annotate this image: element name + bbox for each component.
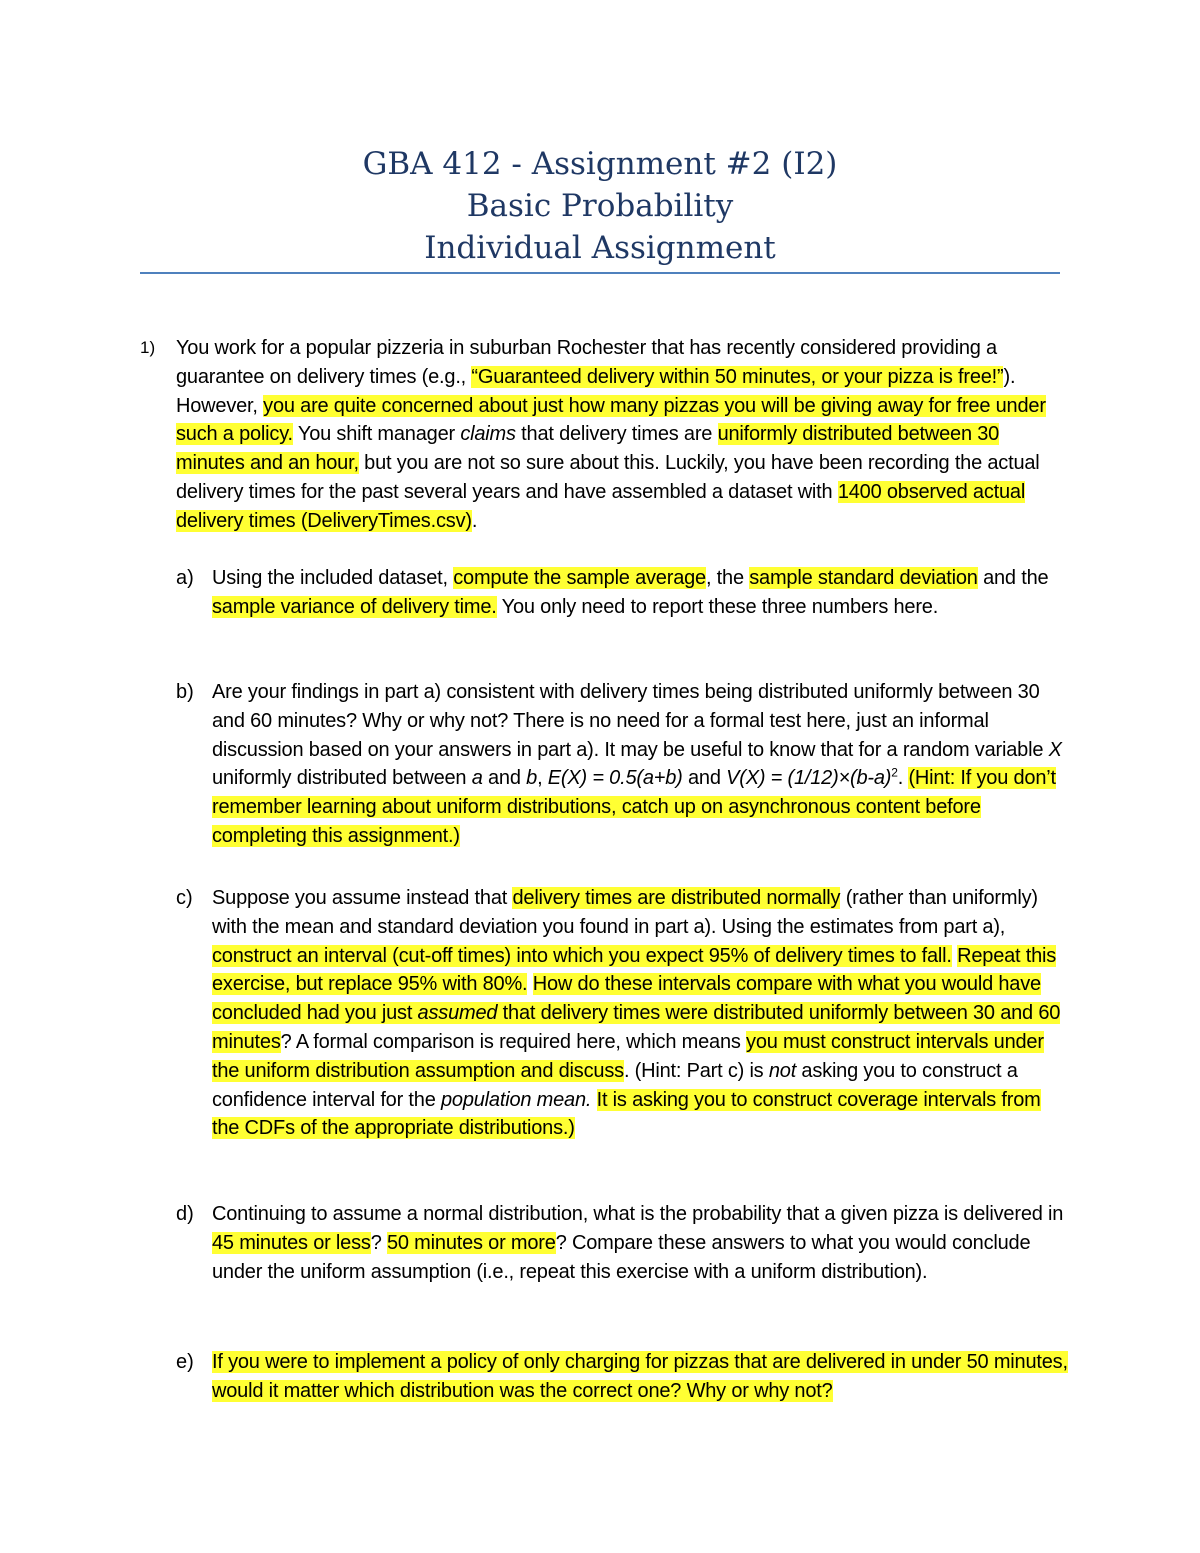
part-d-label: d) — [176, 1203, 194, 1225]
highlight: 45 minutes or less — [212, 1231, 371, 1254]
question-number: 1) — [140, 338, 156, 357]
part-a-label: a) — [176, 567, 194, 589]
highlight: “Guaranteed delivery within 50 minutes, or your pizza is free!” — [471, 365, 1004, 388]
highlight: uniformly distributed between 30 minutes and an hour, — [176, 423, 1000, 475]
highlight: compute the sample average — [453, 567, 706, 589]
highlight: Repeat this exercise, but replace 95% with 80%. — [212, 944, 1057, 996]
part-e-label: e) — [176, 1351, 194, 1373]
highlight: sample variance of delivery time. — [212, 595, 497, 618]
title-divider — [140, 272, 1060, 274]
part-c-label: c) — [176, 887, 193, 909]
title-type: Individual Assignment — [424, 230, 776, 266]
title-course: GBA 412 - Assignment #2 (I2) — [362, 146, 838, 182]
highlight: (Hint: If you don’t remember learning about uniform distributions, catch up on asynchronous content before completing this assignment.) — [212, 767, 1056, 847]
part-c-text: Suppose you assume instead that delivery times are distributed normally (rather than uniformly) with the mean and standard deviation you found in part a). Using the estimates from part a), construct an interval (cut-off times) into which you expect 95% of delivery times to fall. Repeat this exercise, but replace 95% with 80%. How do these intervals compare with what you would have concluded had you just assumed that delivery times were distributed uniformly between 30 and 60 minutes? A formal comparison is required here, which means you must construct intervals under the uniform distribution assumption and discuss. (Hint: Part c) is not asking you to construct a confidence interval for the population mean. It is asking you to construct coverage intervals from the CDFs of the appropriate distributions.) — [212, 887, 1061, 1140]
part-b-text: Are your findings in part a) consistent with delivery times being distributed uniformly between 30 and 60 minutes? Why or why not? There is no need for a formal test here, just an informal discussion based on your answers in part a). It may be useful to know that for a random variable X uniformly distributed between a and b, E(X) = 0.5(a+b) and $V(X) = (1/12)\times(b-a)^2$. (Hint: If you don’t remember learning about uniform distributions, catch up on asynchronous content before completing this assignment.) — [212, 681, 1062, 847]
title-topic: Basic Probability — [466, 188, 734, 224]
highlight: 1400 observed actual delivery times (DeliveryTimes.csv) — [176, 480, 1026, 532]
highlight: sample standard deviation — [749, 567, 978, 589]
highlight: If you were to implement a policy of only charging for pizzas that are delivered in under 50 minutes, would it matter which distribution was the correct one? Why or why not? — [212, 1351, 1068, 1402]
part-d-text: Continuing to assume a normal distribution, what is the probability that a given pizza is delivered in 45 minutes or less? 50 minutes or more? Compare these answers to what you would conclude under the uniform assumption (i.e., repeat this exercise with a uniform distribution). — [212, 1203, 1064, 1283]
part-b-label: b) — [176, 681, 194, 703]
document-title — [140, 143, 1060, 269]
highlight: you are quite concerned about just how many pizzas you will be giving away for free under such a policy. — [176, 394, 1046, 446]
part-e-text — [212, 1348, 1068, 1406]
highlight: It is asking you to construct coverage intervals from the CDFs of the appropriate distributions.) — [212, 1088, 1041, 1140]
highlight: you must construct intervals under the uniform distribution assumption and discuss — [212, 1030, 1044, 1082]
highlight: construct an interval (cut-off times) into which you expect 95% of delivery times to fall. — [212, 944, 952, 967]
question-1-text: You work for a popular pizzeria in suburban Rochester that has recently considered providing a guarantee on delivery times (e.g., “Guaranteed delivery within 50 minutes, or your pizza is free!”). However, you are quite concerned about just how many pizzas you will be giving away for free under such a policy. You shift manager claims that delivery times are uniformly distributed between 30 minutes and an hour, but you are not so sure about this. Luckily, you have been recording the actual delivery times for the past several years and have assembled a dataset with 1400 observed actual delivery times (DeliveryTimes.csv). — [176, 337, 1046, 532]
highlight: How do these intervals compare with what you would have concluded had you just assumed that delivery times were distributed uniformly between 30 and 60 minutes — [212, 973, 1061, 1053]
highlight: delivery times are distributed normally — [512, 887, 841, 909]
part-a-text: Using the included dataset, compute the sample average, the sample standard deviation and the sample variance of delivery time. You only need to report these three numbers here. — [212, 567, 1049, 618]
highlight: 50 minutes or more — [386, 1231, 556, 1254]
